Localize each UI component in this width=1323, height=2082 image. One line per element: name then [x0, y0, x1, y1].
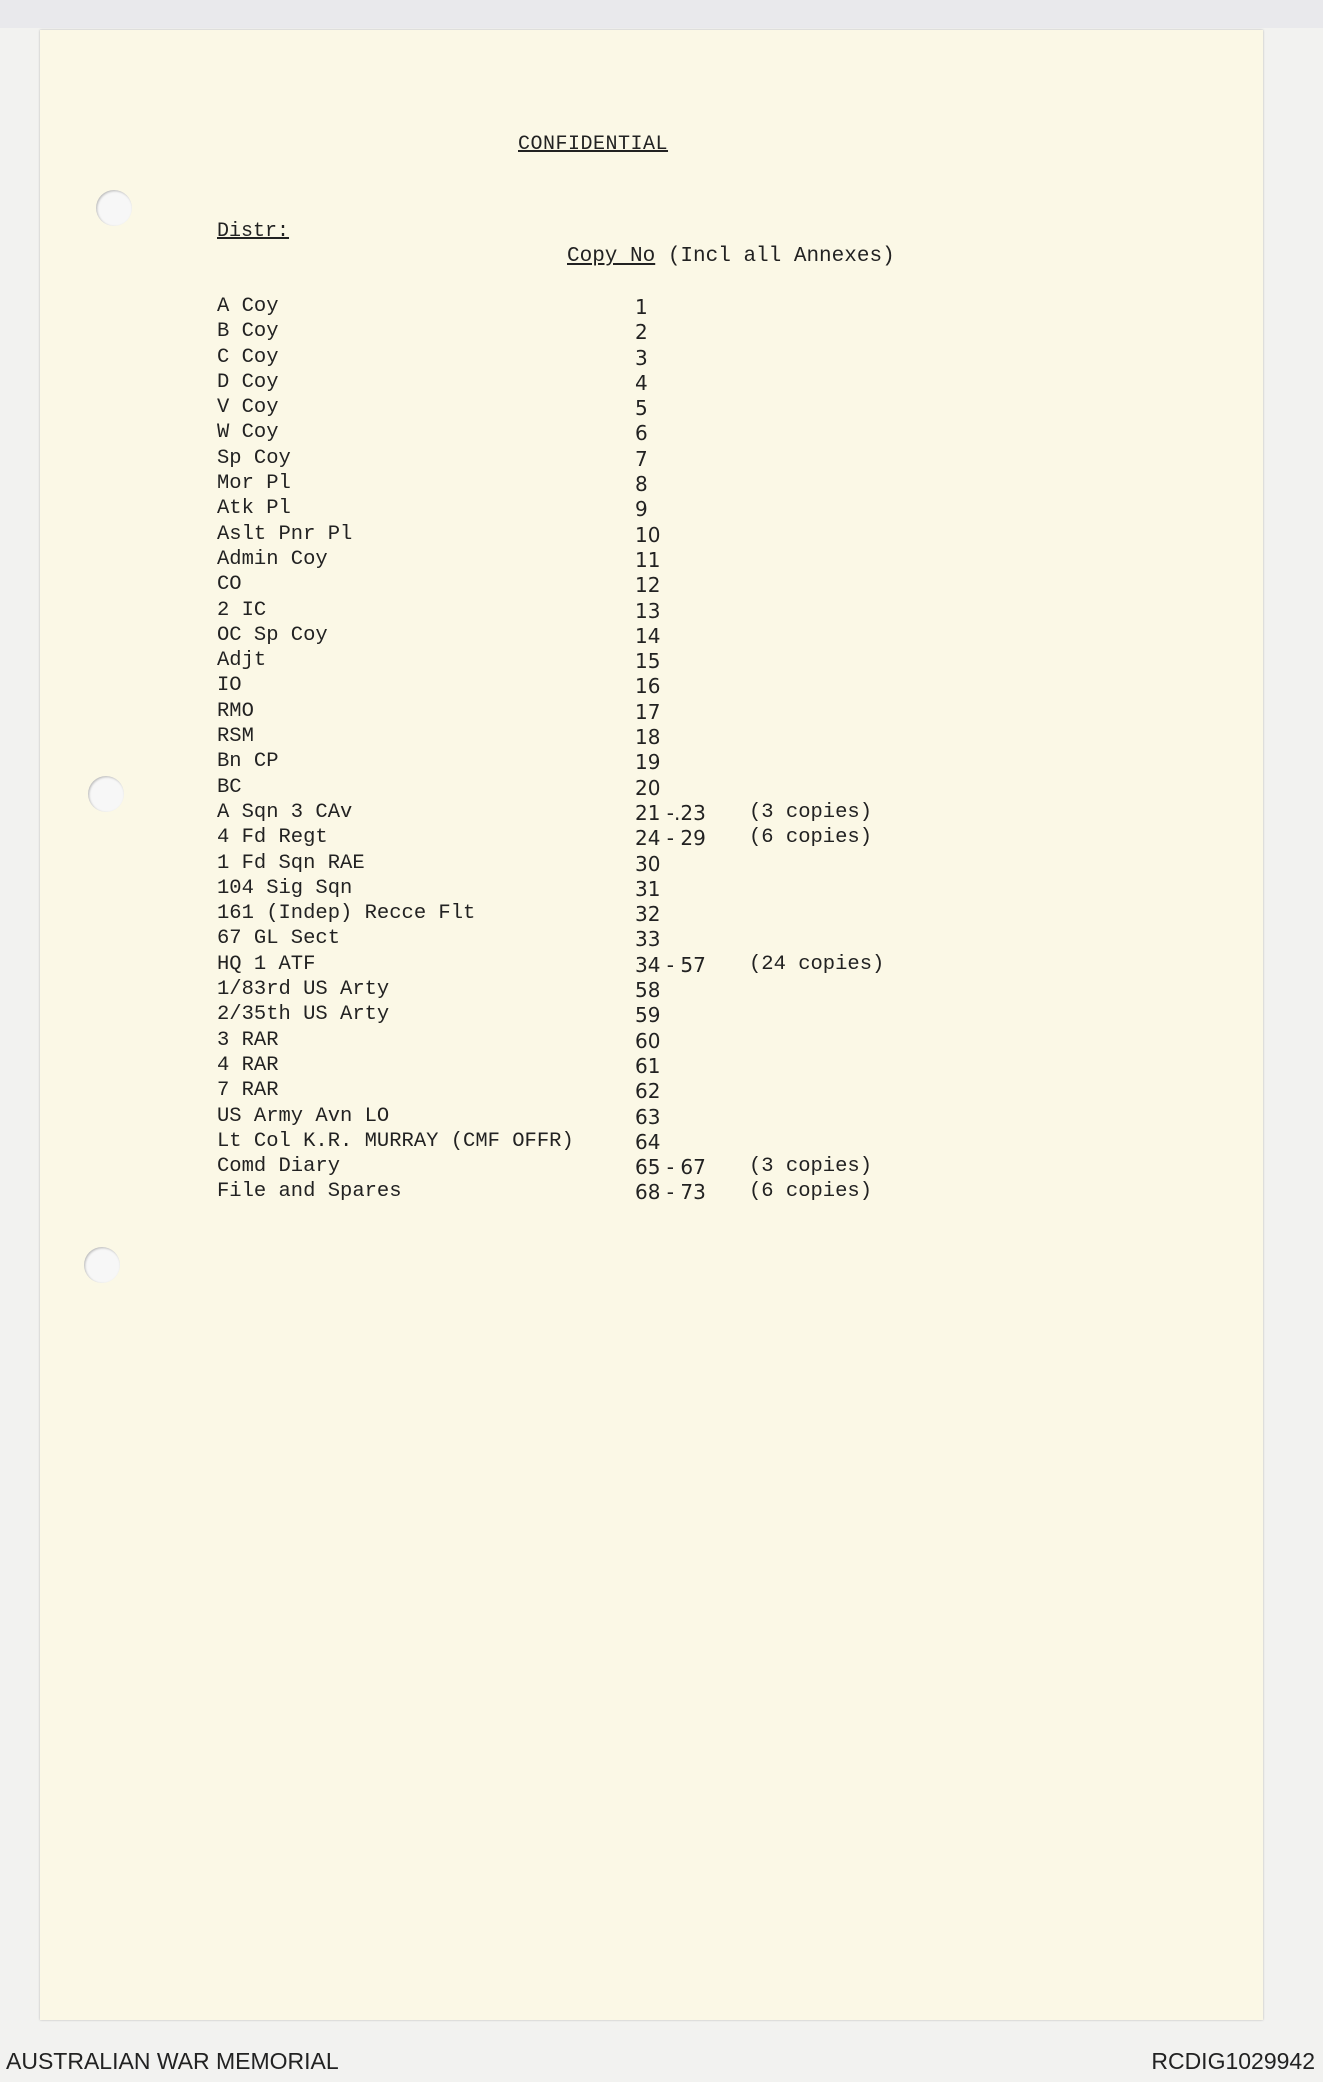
- copies-count: (6 copies): [749, 826, 873, 850]
- unit-name: 67 GL Sect: [217, 927, 341, 951]
- footer-credit: AUSTRALIAN WAR MEMORIAL: [6, 2048, 339, 2074]
- unit-name: C Coy: [217, 345, 279, 369]
- unit-name: 4 RAR: [217, 1053, 279, 1077]
- copy-number: 9: [635, 497, 648, 522]
- unit-name: Lt Col K.R. MURRAY (CMF OFFR): [217, 1129, 574, 1153]
- unit-name: Bn CP: [217, 750, 279, 774]
- unit-name: HQ 1 ATF: [217, 952, 316, 976]
- unit-name: IO: [217, 674, 242, 698]
- copy-number: 5: [635, 396, 648, 421]
- footer-id: RCDIG1029942: [1151, 2048, 1315, 2074]
- copy-number: 31: [635, 876, 661, 901]
- copy-number: 4: [635, 370, 648, 395]
- unit-name: US Army Avn LO: [217, 1104, 390, 1128]
- copy-number: 21 -.23: [635, 800, 706, 825]
- copy-number: 64: [635, 1129, 661, 1154]
- copy-number: 58: [635, 978, 661, 1003]
- copy-number: 15: [635, 649, 661, 674]
- copy-number: 65 - 67: [635, 1155, 706, 1180]
- copy-number: 59: [635, 1003, 661, 1028]
- unit-name: V Coy: [217, 396, 279, 420]
- copy-number: 13: [635, 598, 661, 623]
- unit-name: RMO: [217, 699, 254, 723]
- top-strip: [0, 0, 1323, 28]
- copy-no-label: Copy No: [567, 245, 656, 268]
- copy-number: 10: [635, 522, 661, 547]
- copy-number: 17: [635, 699, 661, 724]
- copy-number: 63: [635, 1104, 661, 1129]
- unit-name: CO: [217, 573, 242, 597]
- unit-name: W Coy: [217, 421, 279, 445]
- unit-name: D Coy: [217, 370, 279, 394]
- unit-name: 4 Fd Regt: [217, 826, 328, 850]
- copy-number: 60: [635, 1028, 661, 1053]
- copies-count: (3 copies): [749, 800, 873, 824]
- copy-number: 19: [635, 750, 661, 775]
- unit-name: 161 (Indep) Recce Flt: [217, 902, 476, 926]
- column-heading: [567, 245, 895, 268]
- copy-number: 14: [635, 623, 661, 648]
- unit-name: Aslt Pnr Pl: [217, 522, 353, 546]
- unit-name: B Coy: [217, 320, 279, 344]
- unit-name: Adjt: [217, 649, 267, 673]
- unit-name: Admin Coy: [217, 547, 328, 571]
- copy-number: 18: [635, 725, 661, 750]
- copy-number: 62: [635, 1079, 661, 1104]
- punch-hole: [84, 1247, 120, 1283]
- unit-name: 3 RAR: [217, 1028, 279, 1052]
- copy-number: 61: [635, 1053, 661, 1078]
- copy-number: 34 - 57: [635, 952, 706, 977]
- copy-number: 2: [635, 320, 648, 345]
- copy-number: 68 - 73: [635, 1180, 706, 1205]
- copies-count: (24 copies): [749, 952, 885, 976]
- unit-name: Mor Pl: [217, 472, 291, 496]
- copy-number: 12: [635, 573, 661, 598]
- column-heading-note: (Incl all Annexes): [667, 245, 895, 268]
- unit-name: BC: [217, 775, 242, 799]
- copy-number: 11: [635, 547, 661, 572]
- unit-name: OC Sp Coy: [217, 623, 328, 647]
- unit-name: 2 IC: [217, 598, 267, 622]
- unit-name: Comd Diary: [217, 1155, 341, 1179]
- copy-number: 8: [635, 472, 648, 497]
- unit-name: Atk Pl: [217, 497, 291, 521]
- copy-number: 32: [635, 902, 661, 927]
- unit-name: Sp Coy: [217, 446, 291, 470]
- copy-number: 30: [635, 851, 661, 876]
- distr-label: Distr:: [217, 220, 290, 243]
- copy-number: 3: [635, 345, 648, 370]
- punch-hole: [88, 776, 124, 812]
- copy-number: 20: [635, 775, 661, 800]
- unit-name: 104 Sig Sqn: [217, 876, 353, 900]
- unit-name: A Sqn 3 CAv: [217, 800, 353, 824]
- unit-name: A Coy: [217, 295, 279, 318]
- unit-name: 2/35th US Arty: [217, 1003, 390, 1027]
- copy-number: 24 - 29: [635, 826, 706, 851]
- copy-number: 7: [635, 446, 648, 471]
- copy-number: 1: [635, 295, 648, 319]
- copy-number: 16: [635, 674, 661, 699]
- unit-name: 7 RAR: [217, 1079, 279, 1103]
- copies-count: (6 copies): [749, 1180, 873, 1204]
- unit-name: 1/83rd US Arty: [217, 978, 390, 1002]
- copy-number: 6: [635, 421, 648, 446]
- page-title: CONFIDENTIAL: [518, 133, 669, 156]
- punch-hole: [96, 190, 132, 226]
- copies-count: (3 copies): [749, 1155, 873, 1179]
- copy-number: 33: [635, 927, 661, 952]
- unit-name: 1 Fd Sqn RAE: [217, 851, 365, 875]
- unit-name: File and Spares: [217, 1180, 402, 1204]
- unit-name: RSM: [217, 725, 254, 749]
